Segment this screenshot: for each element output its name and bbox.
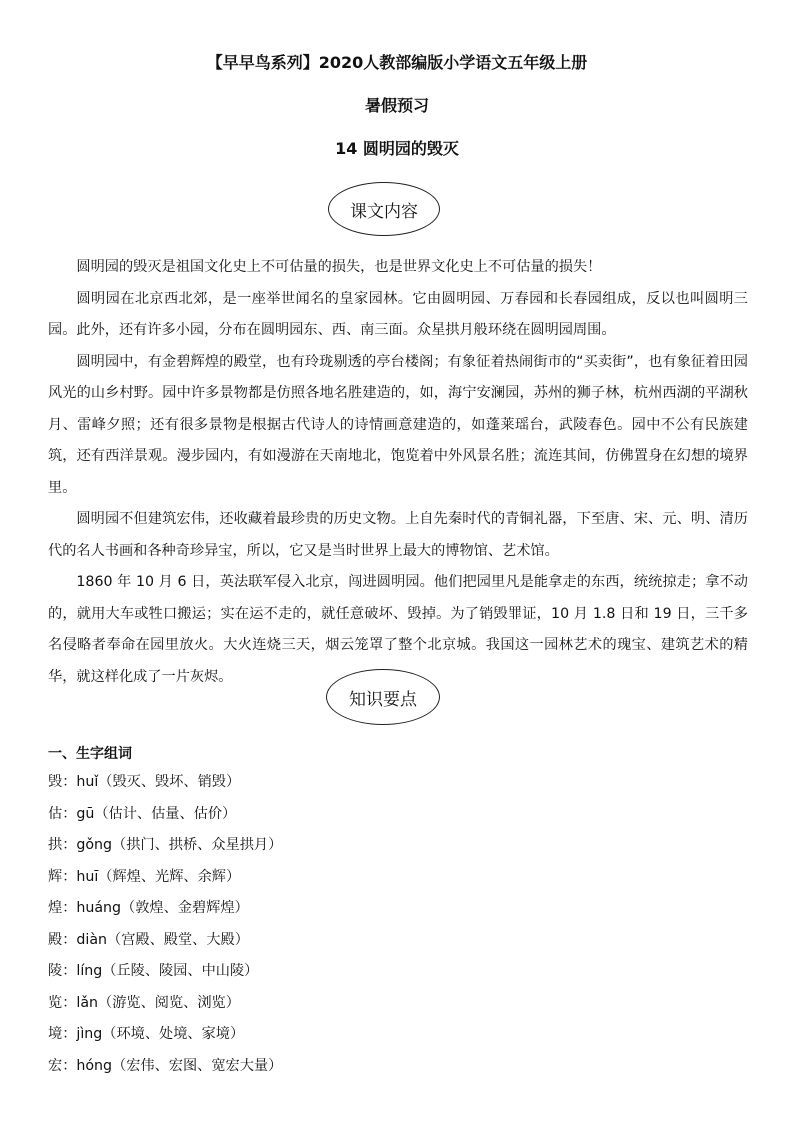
passage-paragraph: 1860 年 10 月 6 日，英法联军侵入北京，闯进圆明园。他们把园里凡是能拿走的东西，统统掠走；拿不动的，就用大车或牲口搬运；实在运不走的，就任意破坏、毁掉。为了销毁罪证，10 月 1.8 日和 19 日，三千多名侵略者奉命在园里放火。大火连烧三天，烟云笼罩了整个北京城。我国这一园林艺术的瑰宝、建筑艺术的精华，就这样化成了一片灰烬。 [48,574,748,685]
document-title: 【早早鸟系列】2020人教部编版小学语文五年级上册 [206,53,588,72]
document-subtitle: 暑假预习 [364,96,429,115]
vocab-item: 境：jìng（环境、处境、家境） [48,1026,245,1042]
vocab-item: 殿：diàn（宫殿、殿堂、大殿） [48,931,249,948]
vocab-list [48,767,748,1082]
section-label-text-content: 课文内容 [350,201,418,222]
section-label-key-points: 知识要点 [349,689,417,710]
section-oval-text-content [328,182,440,236]
passage-paragraph: 圆明园不但建筑宏伟，还收藏着最珍贵的历史文物。上自先秦时代的青铜礼器，下至唐、宋、元、明、清历代的名人书画和各种奇珍异宝，所以，它又是当时世界上最大的博物馆、艺术馆。 [48,511,748,559]
passage-paragraph: 圆明园在北京西北郊，是一座举世闻名的皇家园林。它由圆明园、万春园和长春园组成，反以也叫圆明三园。此外，还有许多小园，分布在圆明园东、西、南三面。众星拱月般环绕在圆明园周围。 [48,290,748,338]
vocab-item: 辉：huī（辉煌、光辉、余辉） [48,868,241,885]
lesson-title: 14 圆明园的毁灭 [335,139,459,158]
vocab-item: 览：lǎn（游览、阅览、浏览） [48,994,240,1011]
vocab-item: 陵：líng（丘陵、陵园、中山陵） [48,963,259,979]
vocab-item: 拱：gǒng（拱门、拱桥、众星拱月） [48,837,283,853]
passage [48,252,748,693]
vocab-heading: 一、生字组词 [48,746,132,762]
vocab-item: 煌：huáng（敦煌、金碧辉煌） [48,900,249,916]
section-oval-key-points [326,669,440,725]
vocab-item: 估：gū（估计、估量、估价） [48,805,237,822]
passage-paragraph: 圆明园中，有金碧辉煌的殿堂，也有玲珑剔透的亭台楼阁；有象征着热闹街市的“买卖街”，也有象征着田园风光的山乡村野。园中许多景物都是仿照各地名胜建造的，如，海宁安澜园，苏州的狮子林，杭州西湖的平湖秋月、雷峰夕照；还有很多景物是根据古代诗人的诗情画意建造的，如蓬莱瑶台，武陵春色。园中不公有民族建筑，还有西洋景观。漫步园内，有如漫游在天南地北，饱览着中外风景名胜；流连其间，仿佛置身在幻想的境界里。 [48,353,748,496]
vocab-item: 毁：huǐ（毁灭、毁坏、销毁） [48,774,241,790]
passage-paragraph: 圆明园的毁灭是祖国文化史上不可估量的损失，也是世界文化史上不可估量的损失！ [76,259,602,275]
vocab-item: 宏：hóng（宏伟、宏图、宽宏大量） [48,1057,283,1074]
